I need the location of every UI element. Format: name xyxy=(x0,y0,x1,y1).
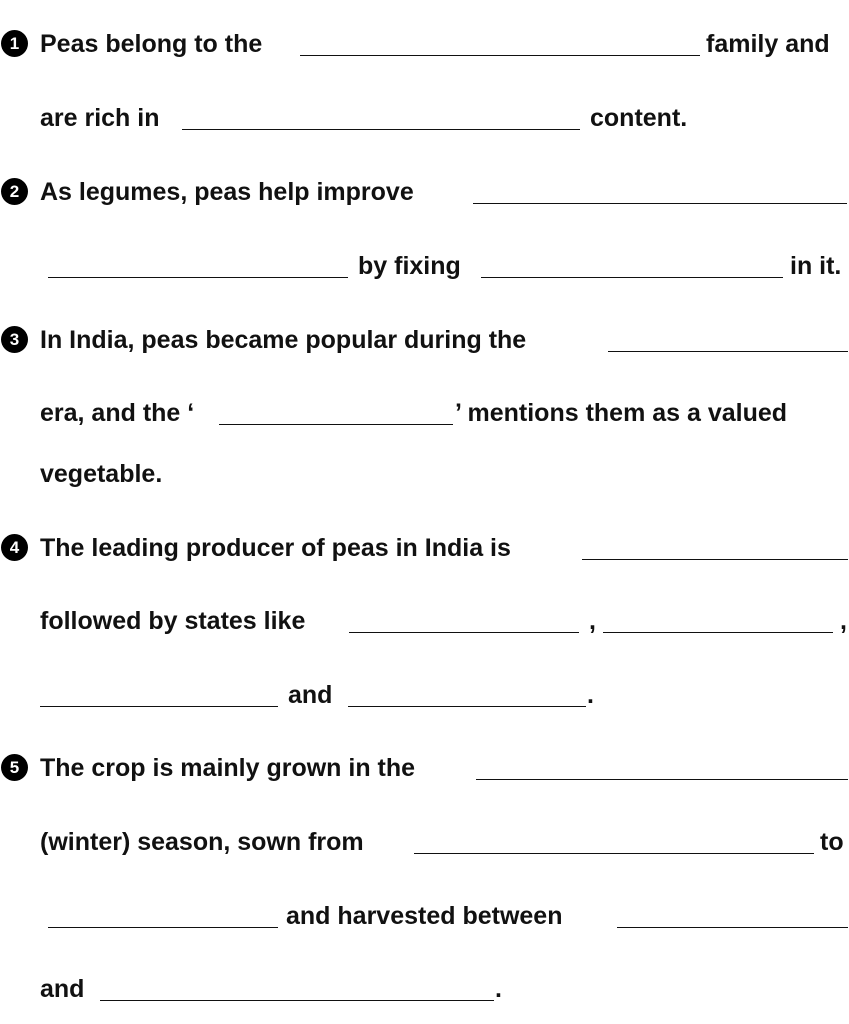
question-text: , xyxy=(589,607,596,635)
number-badge: 3 xyxy=(1,326,28,353)
question-text: are rich in xyxy=(40,104,160,132)
question-3-line-3 xyxy=(0,457,849,497)
blank-line[interactable] xyxy=(476,779,848,780)
blank-line[interactable] xyxy=(100,1000,494,1001)
question-text: vegetable. xyxy=(40,460,163,488)
question-text: and xyxy=(40,975,85,1003)
question-3-line-2 xyxy=(0,396,849,436)
question-3-line-1 xyxy=(0,323,849,363)
question-5-line-4 xyxy=(0,972,849,1012)
blank-line[interactable] xyxy=(348,706,586,707)
question-text: The crop is mainly grown in the xyxy=(40,754,416,782)
question-4-line-1 xyxy=(0,531,849,571)
blank-line[interactable] xyxy=(608,351,848,352)
blank-line[interactable] xyxy=(40,706,278,707)
question-text: family and xyxy=(706,30,830,58)
question-2-line-1 xyxy=(0,175,849,215)
question-1-line-1 xyxy=(0,27,849,67)
blank-line[interactable] xyxy=(48,927,278,928)
number-badge: 1 xyxy=(1,30,28,57)
blank-line[interactable] xyxy=(414,853,814,854)
question-text: In India, peas became popular during the xyxy=(40,326,527,354)
question-text: era, and the ‘ xyxy=(40,399,195,427)
blank-line[interactable] xyxy=(473,203,847,204)
blank-line[interactable] xyxy=(349,632,579,633)
blank-line[interactable] xyxy=(582,559,848,560)
question-4-line-3 xyxy=(0,678,849,718)
question-text: content. xyxy=(590,104,688,132)
blank-line[interactable] xyxy=(48,277,348,278)
question-text: The leading producer of peas in India is xyxy=(40,534,511,562)
question-text: in it. xyxy=(790,252,842,280)
blank-line[interactable] xyxy=(617,927,848,928)
number-badge: 2 xyxy=(1,178,28,205)
number-badge: 4 xyxy=(1,534,28,561)
question-text: As legumes, peas help improve xyxy=(40,178,414,206)
question-text: and harvested between xyxy=(286,902,563,930)
blank-line[interactable] xyxy=(219,424,453,425)
question-text: . xyxy=(495,975,502,1003)
question-text: by fixing xyxy=(358,252,461,280)
question-text: ’ mentions them as a valued xyxy=(455,399,788,427)
question-text: (winter) season, sown from xyxy=(40,828,364,856)
question-1-line-2 xyxy=(0,101,849,141)
question-text: , xyxy=(840,607,847,635)
question-text: . xyxy=(587,681,594,709)
question-5-line-3 xyxy=(0,899,849,939)
question-5-line-1 xyxy=(0,751,849,791)
blank-line[interactable] xyxy=(481,277,783,278)
number-badge: 5 xyxy=(1,754,28,781)
blank-line[interactable] xyxy=(182,129,580,130)
question-5-line-2 xyxy=(0,825,849,865)
question-text: Peas belong to the xyxy=(40,30,263,58)
question-4-line-2 xyxy=(0,604,849,644)
question-2-line-2 xyxy=(0,249,849,289)
blank-line[interactable] xyxy=(603,632,833,633)
question-text: and xyxy=(288,681,333,709)
question-text: followed by states like xyxy=(40,607,306,635)
question-text: to xyxy=(820,828,844,856)
blank-line[interactable] xyxy=(300,55,700,56)
